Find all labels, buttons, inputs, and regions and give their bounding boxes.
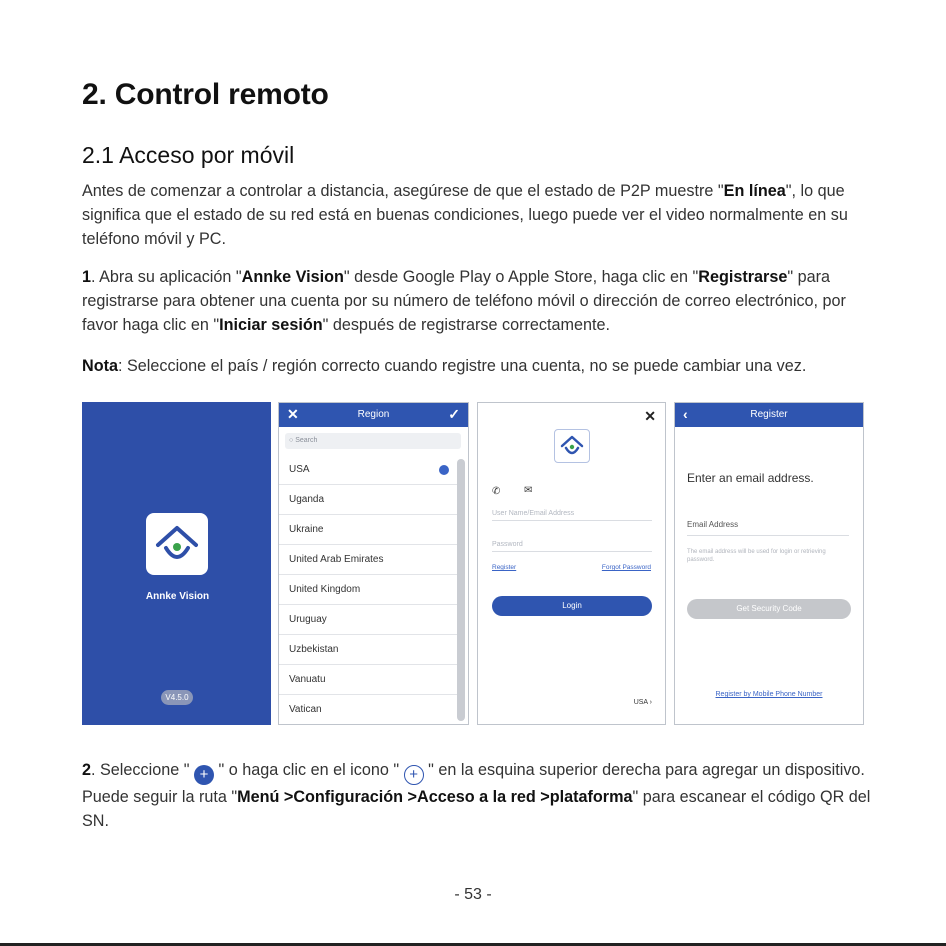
country-selector[interactable]: USA › xyxy=(633,699,652,706)
region-item[interactable]: United Arab Emirates xyxy=(279,545,457,575)
mail-icon[interactable]: ✉ xyxy=(524,485,533,496)
section-heading: 2.1 Acceso por móvil xyxy=(82,142,295,168)
region-screen xyxy=(278,402,469,725)
splash-screen xyxy=(82,402,271,725)
intro-paragraph: Antes de comenzar a controlar a distancia, asegúrese de que el estado de P2P muestre "En línea", lo que significa que el estado de su red está en buenas condiciones, luego puede ver el video normalmente en su teléfono móvil y PC. xyxy=(82,182,848,248)
phone-icon[interactable]: ✆ xyxy=(492,486,501,497)
region-item[interactable]: Uganda xyxy=(279,485,457,515)
username-field[interactable]: User Name/Email Address xyxy=(492,510,652,521)
region-title: Region xyxy=(357,409,390,420)
region-item[interactable]: Uruguay xyxy=(279,605,457,635)
step-2-paragraph: 2. Seleccione " + " o haga clic en el icono " + " en la esquina superior derecha para agregar un dispositivo. Puede seguir la ruta "Menú >Configuración >Acceso a la red >plataforma" para escanear el código QR del SN. xyxy=(82,761,871,830)
region-search-input[interactable]: ○ Search xyxy=(285,433,461,449)
page-heading: 2. Control remoto xyxy=(82,78,329,111)
login-button[interactable]: Login xyxy=(492,596,652,616)
back-icon[interactable]: ‹ xyxy=(683,406,688,422)
region-list xyxy=(279,455,457,725)
region-item[interactable]: Vanuatu xyxy=(279,665,457,695)
get-security-code-button[interactable]: Get Security Code xyxy=(687,599,851,619)
selected-check-icon xyxy=(439,465,449,475)
region-topbar xyxy=(279,403,468,427)
check-icon[interactable]: ✓ xyxy=(448,406,460,422)
close-icon[interactable]: ✕ xyxy=(644,408,656,424)
house-logo-icon xyxy=(554,429,590,463)
version-badge: V4.5.0 xyxy=(161,690,193,705)
email-field[interactable]: Email Address xyxy=(687,520,849,536)
forgot-password-link[interactable]: Forgot Password xyxy=(601,564,651,571)
region-item[interactable]: Ukraine xyxy=(279,515,457,545)
region-item[interactable]: Vatican xyxy=(279,695,457,725)
password-field[interactable]: Password xyxy=(492,541,652,552)
region-item[interactable]: United Kingdom xyxy=(279,575,457,605)
app-name: Annke Vision xyxy=(145,591,210,602)
house-logo-icon xyxy=(146,513,208,575)
region-item[interactable]: USA xyxy=(279,455,457,485)
note-paragraph: Nota: Seleccione el país / región correcto cuando registre una cuenta, no se puede cambiar una vez. xyxy=(82,357,807,375)
register-title: Register xyxy=(750,409,788,420)
email-note: The email address will be used for login or retrieving password. xyxy=(687,549,826,563)
page-number: - 53 - xyxy=(454,886,492,903)
register-heading: Enter an email address. xyxy=(687,471,814,485)
region-item[interactable]: Uzbekistan xyxy=(279,635,457,665)
close-icon[interactable]: ✕ xyxy=(287,406,299,422)
search-icon: ○ xyxy=(289,437,294,444)
chevron-right-icon: › xyxy=(649,699,652,706)
register-screen xyxy=(674,402,864,725)
register-link[interactable]: Register xyxy=(492,564,517,571)
register-by-phone-link[interactable]: Register by Mobile Phone Number xyxy=(715,691,823,698)
add-filled-icon: + xyxy=(194,765,214,785)
alphabet-scrollbar[interactable] xyxy=(457,459,465,721)
add-outline-icon: + xyxy=(404,765,424,785)
step-1-paragraph: 1. Abra su aplicación "Annke Vision" desde Google Play o Apple Store, haga clic en "Registrarse" para registrarse para obtener una cuenta por su número de teléfono móvil o dirección de correo electrónico, por favor haga clic en "Iniciar sesión" después de registrarse correctamente. xyxy=(82,268,846,334)
register-topbar xyxy=(675,403,863,427)
login-screen xyxy=(477,402,666,725)
